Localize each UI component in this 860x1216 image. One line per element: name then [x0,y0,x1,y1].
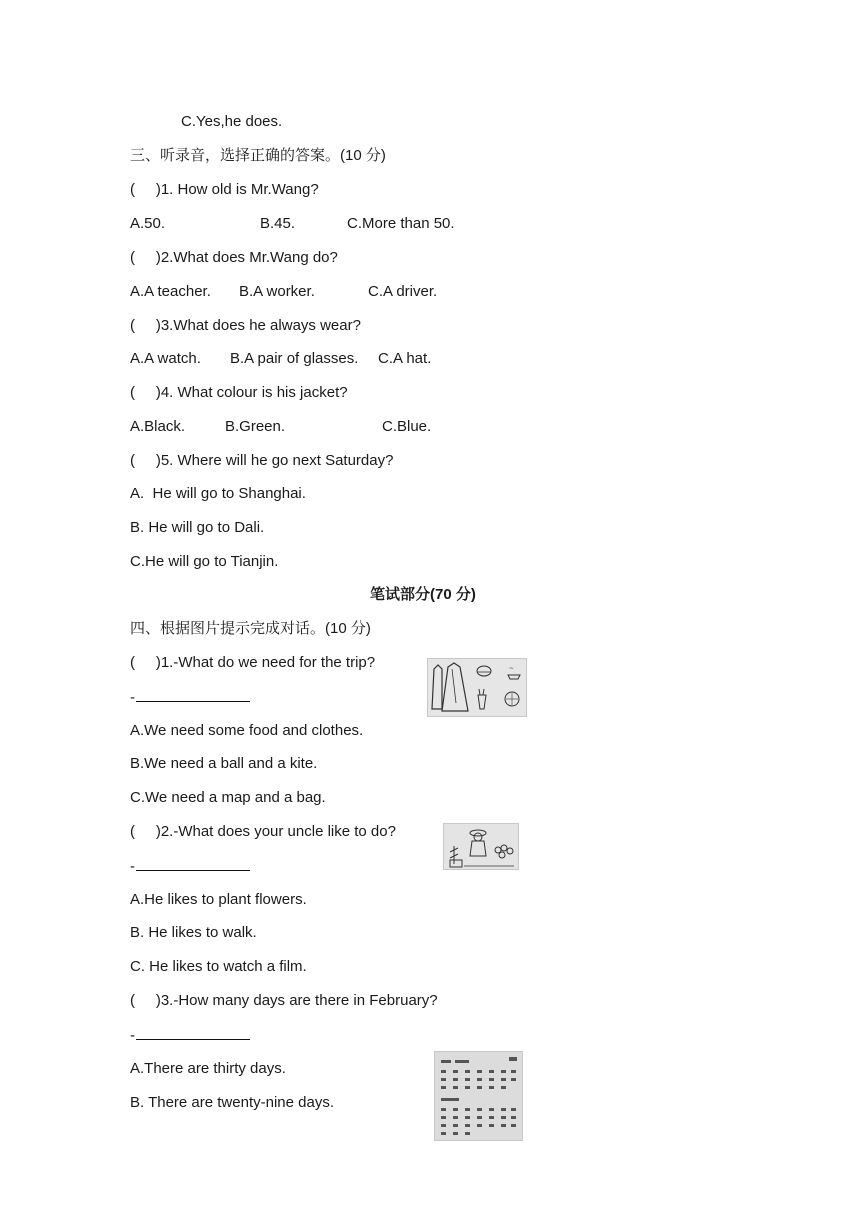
listening-q5-option-b: B. He will go to Dali. [130,519,265,536]
listening-q3-option-c: C.A hat. [378,350,432,367]
listening-q3-option-b: B.A pair of glasses. [230,350,359,367]
answer-blank[interactable] [136,1025,250,1040]
listening-q2-option-b: B.A worker. [239,283,315,300]
listening-q1-stem: ( )1. How old is Mr.Wang? [130,181,319,198]
listening-q2-option-a: A.A teacher. [130,283,211,300]
listening-q2-option-c: C.A driver. [368,283,438,300]
listening-q4-option-c: C.Blue. [382,418,432,435]
written-part-title: 笔试部分(70 分) [370,586,476,603]
listening-q1-option-b: B.45. [260,215,296,232]
written-q1-option-c: C.We need a map and a bag. [130,789,326,806]
answer-dash: - [130,689,135,706]
answer-blank[interactable] [136,687,250,702]
written-q3-stem: ( )3.-How many days are there in February? [130,992,438,1009]
written-q1-option-b: B.We need a ball and a kite. [130,755,318,772]
written-q2-option-a: A.He likes to plant flowers. [130,891,307,908]
written-q3-option-a: A.There are thirty days. [130,1060,286,1077]
listening-q4-stem: ( )4. What colour is his jacket? [130,384,348,401]
listening-q2-stem: ( )2.What does Mr.Wang do? [130,249,338,266]
written-q3-answer-line[interactable] [130,1025,250,1046]
listening-q1-option-a: A.50. [130,215,166,232]
written-section-title: 四、根据图片提示完成对话。(10 分) [130,620,371,637]
written-q2-stem: ( )2.-What does your uncle like to do? [130,823,396,840]
previous-option-c: C.Yes,he does. [181,113,283,130]
trip-items-picture [427,658,527,717]
written-q2-option-b: B. He likes to walk. [130,924,257,941]
listening-q1-option-c: C.More than 50. [347,215,455,232]
listening-q4-option-a: A.Black. [130,418,186,435]
calendar-picture [434,1051,523,1141]
answer-blank[interactable] [136,856,250,871]
written-q1-option-a: A.We need some food and clothes. [130,722,364,739]
listening-section-title: 三、听录音，选择正确的答案。(10 分) [130,147,386,164]
written-q2-option-c: C. He likes to watch a film. [130,958,307,975]
listening-q4-option-b: B.Green. [225,418,286,435]
svg-text:~: ~ [509,665,515,672]
listening-q5-stem: ( )5. Where will he go next Saturday? [130,452,394,469]
written-q2-answer-line[interactable] [130,856,250,877]
listening-q5-option-c: C.He will go to Tianjin. [130,553,279,570]
written-q3-option-b: B. There are twenty-nine days. [130,1094,334,1111]
answer-dash: - [130,858,135,875]
listening-q5-option-a: A. He will go to Shanghai. [130,485,306,502]
written-q1-answer-line[interactable] [130,687,250,708]
listening-q3-stem: ( )3.What does he always wear? [130,317,361,334]
listening-q3-option-a: A.A watch. [130,350,201,367]
answer-dash: - [130,1027,135,1044]
written-q1-stem: ( )1.-What do we need for the trip? [130,654,376,671]
gardener-picture [443,823,519,870]
